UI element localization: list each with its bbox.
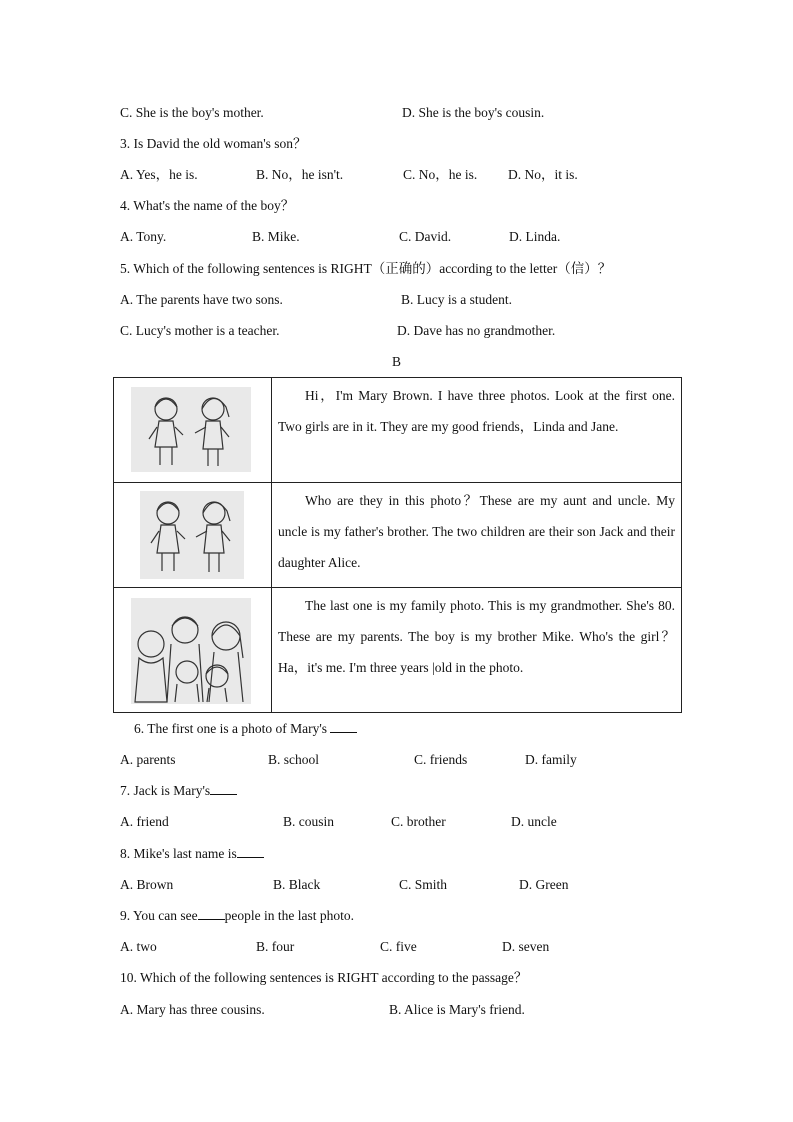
photo-row-3 xyxy=(114,588,682,713)
q3-option-a: A. Yes，he is. xyxy=(120,167,198,182)
q9-stem: 9. You can see people in the last photo. xyxy=(120,908,354,923)
q5-option-b: B. Lucy is a student. xyxy=(401,292,512,307)
q4-option-a: A. Tony. xyxy=(120,229,167,244)
q7-stem: 7. Jack is Mary's xyxy=(120,781,237,801)
q3-option-c: C. No，he is. xyxy=(403,167,478,182)
photo-2-text: Who are they in this photo？These are my aunt and uncle. My uncle is my father's brother. The two children are their son Jack and their daughter Alice. xyxy=(272,483,682,588)
q8-option-a: A. Brown xyxy=(120,877,174,892)
q4-stem: 4. What's the name of the boy？ xyxy=(120,198,295,213)
photo-3-text: The last one is my family photo. This is my grandmother. She's 80. These are my parents. The boy is my brother Mike. Who's the girl？Ha，it's me. I'm three years |old in the photo. xyxy=(272,588,682,713)
q2-option-d: D. She is the boy's cousin. xyxy=(402,105,545,120)
q7-option-d: D. uncle xyxy=(511,814,557,829)
q5-option-d: D. Dave has no grandmother. xyxy=(397,323,556,338)
two-children-illustration xyxy=(140,491,244,579)
q5-option-c: C. Lucy's mother is a teacher. xyxy=(120,323,280,338)
q5-stem: 5. Which of the following sentences is RIGHT（正确的）according to the letter（信）？ xyxy=(120,261,612,276)
q7-option-c: C. brother xyxy=(391,814,446,829)
q8-stem: 8. Mike's last name is xyxy=(120,844,264,864)
q6-option-d: D. family xyxy=(525,752,577,767)
section-b-heading: B xyxy=(391,354,401,369)
q6-option-a: A. parents xyxy=(120,752,176,767)
answer-blank xyxy=(210,782,237,795)
q8-option-b: B. Black xyxy=(273,877,321,892)
photo-1-cell xyxy=(114,378,272,483)
q4-option-d: D. Linda. xyxy=(509,229,561,244)
q9-option-d: D. seven xyxy=(502,939,550,954)
q10-stem: 10. Which of the following sentences is RIGHT according to the passage？ xyxy=(120,970,528,985)
q9-option-c: C. five xyxy=(380,939,417,954)
q9-option-b: B. four xyxy=(256,939,295,954)
photo-row-1 xyxy=(114,378,682,483)
q4-option-b: B. Mike. xyxy=(252,229,300,244)
q9-option-a: A. two xyxy=(120,939,157,954)
photo-row-2 xyxy=(114,483,682,588)
q5-option-a: A. The parents have two sons. xyxy=(120,292,283,307)
q8-option-d: D. Green xyxy=(519,877,569,892)
q3-option-b: B. No，he isn't. xyxy=(256,167,344,182)
q3-option-d: D. No，it is. xyxy=(508,167,578,182)
q6-stem: 6. The first one is a photo of Mary's xyxy=(134,719,357,739)
two-girls-illustration xyxy=(131,387,251,472)
q8-option-c: C. Smith xyxy=(399,877,448,892)
answer-blank xyxy=(198,907,225,920)
answer-blank xyxy=(330,720,357,733)
photo-2-cell xyxy=(114,483,272,588)
q10-option-a: A. Mary has three cousins. xyxy=(120,1002,265,1017)
q2-option-c: C. She is the boy's mother. xyxy=(120,105,264,120)
photo-1-text: Hi，I'm Mary Brown. I have three photos. Look at the first one. Two girls are in it. They are my good friends，Linda and Jane. xyxy=(272,378,682,483)
q4-option-c: C. David. xyxy=(399,229,452,244)
q7-option-a: A. friend xyxy=(120,814,169,829)
q10-option-b: B. Alice is Mary's friend. xyxy=(389,1002,525,1017)
photo-3-cell xyxy=(114,588,272,713)
family-photo-illustration xyxy=(131,598,251,704)
q6-option-b: B. school xyxy=(268,752,320,767)
q7-option-b: B. cousin xyxy=(283,814,335,829)
answer-blank xyxy=(237,845,264,858)
reading-table xyxy=(113,377,682,713)
q3-stem: 3. Is David the old woman's son？ xyxy=(120,136,307,151)
q6-option-c: C. friends xyxy=(414,752,468,767)
